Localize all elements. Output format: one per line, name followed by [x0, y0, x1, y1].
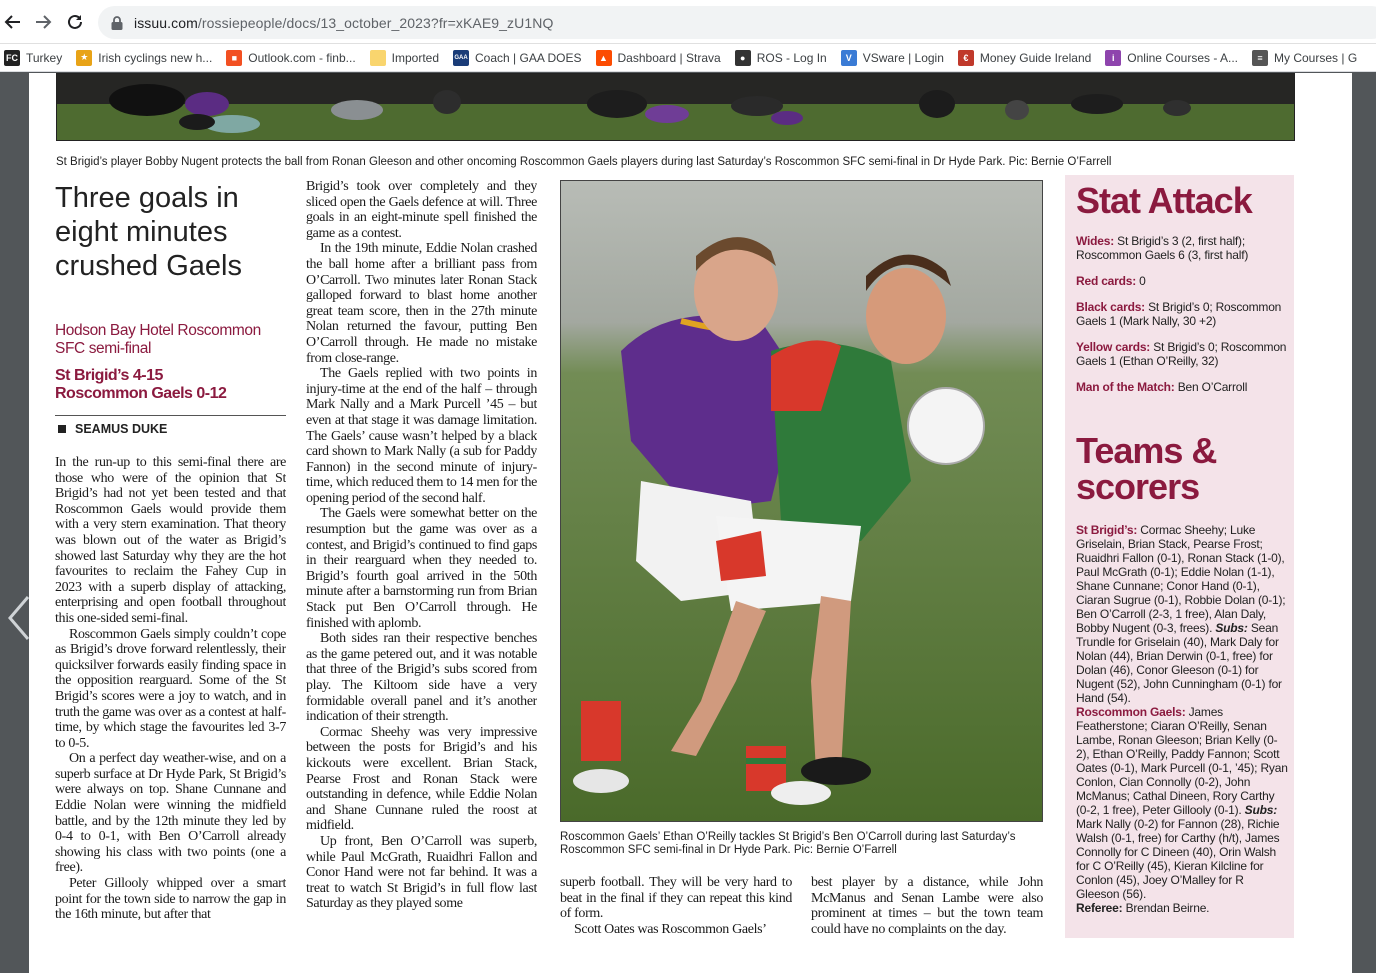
author-name: SEAMUS DUKE — [75, 422, 168, 436]
bookmark-4[interactable] — [370, 46, 447, 70]
bookmark-7[interactable] — [735, 46, 835, 70]
bookmark-label: Turkey — [26, 50, 63, 65]
article-column-1 — [55, 455, 286, 947]
stat-item — [1076, 234, 1290, 262]
paragraph: The Gaels replied with two points in injury-time at the end of the half – through Mark Nally and a Mark Purcell ’45 – but even at that stage it was damage limitation. The Gaels’ cause wasn’t helped by a black card shown to Mark Nally (a sub for Paddy Fannon) in the second minute of injury-time, which reduced them to 14 men for the opening period of the second half. — [306, 366, 537, 506]
stat-label: Man of the Match: — [1076, 380, 1175, 394]
bookmark-label: Irish cyclings new h... — [98, 50, 213, 65]
stat-item — [1076, 340, 1290, 368]
paragraph: Up front, Ben O’Carroll was superb, while Paul McGrath, Ruaidhri Fallon and Conor Hand were not far behind. It was a treat to watch St Brigid’s in full flow last Saturday as they played some — [306, 833, 537, 912]
st-brigids-lineup: Cormac Sheehy; Luke Griselain, Brian Stack, Pearse Frost; Ruaidhri Fallon (0-1), Ronan Stack (1-0), Paul McGrath (0-1); Eddie Nolan (1-1), Shane Cunnane; Conor Hand (0-1), Ciaran Sugrue (0-1), Robbie Dolan (0-1); Ben O’Carroll (2-3, 1 free), Alan Daly, Bobby Nugent (0-3, frees). — [1076, 523, 1286, 635]
stat-value: St Brigid’s 3 (2, first half); Roscommon Gaels 6 (3, first half) — [1076, 234, 1249, 262]
stat-value: Ben O’Carroll — [1174, 380, 1248, 394]
money-guide-icon: € — [958, 50, 974, 66]
referee-label: Referee: — [1076, 901, 1123, 915]
roscommon-gaels-lineup: James Featherstone; Ciaran O’Reilly, Senan Lambe, Ronan Gleeson; Brian Kelly (0-2), Ethan O’Reilly, Paddy Fannon; Scott Oates (0-1), Mark Purcell (0-1, ’45); Ryan Conlon, Cian Connolly (0-2), John McManus; Cathal Dineen, Rory Carthy (0-2, 1 free), Peter Gillooly (0-1). — [1076, 705, 1288, 817]
courses-icon: i — [1105, 50, 1121, 66]
bookmark-label: Coach | GAA DOES — [475, 50, 582, 65]
bookmark-label: Dashboard | Strava — [617, 50, 721, 65]
newspaper-page — [29, 73, 1352, 973]
stat-item — [1076, 300, 1290, 328]
bookmark-11[interactable] — [1252, 46, 1365, 70]
st-brigids-label: St Brigid’s: — [1076, 523, 1138, 537]
stat-label: Black cards: — [1076, 300, 1145, 314]
bookmark-2[interactable] — [76, 46, 220, 70]
bookmark-label: ROS - Log In — [756, 50, 827, 65]
paragraph: Roscommon Gaels simply couldn’t cope as Brigid’s drove forward relentlessly, their quicksilver forwards easily finding space in the opposition rearguard. Some of the St Brigid’s scores were a joy to watch, and in truth the game was over as a contest at half-time, by which stage the favourites led 3-7 to 0-5. — [55, 626, 286, 751]
globe-icon: ● — [735, 50, 751, 66]
stat-value: St Brigid’s 0; Roscommon Gaels 1 (Ethan O’Reilly, 32) — [1076, 340, 1287, 368]
roscommon-gaels-team — [1076, 705, 1290, 901]
stat-value: St Brigid’s 0; Roscommon Gaels 1 (Mark Nally, 30 +2) — [1076, 300, 1282, 328]
bookmark-5[interactable] — [453, 46, 590, 70]
paragraph: best player by a distance, while John McManus and Senan Lambe were also prominent at times – but the town team could have no complaints on the day. — [811, 875, 1043, 937]
back-arrow-icon[interactable] — [0, 9, 26, 35]
stat-attack-box — [1065, 175, 1294, 938]
address-bar[interactable] — [98, 6, 1376, 39]
teams-scorers-title: Teams & scorers — [1076, 430, 1217, 507]
stat-label: Yellow cards: — [1076, 340, 1151, 354]
roscommon-gaels-label: Roscommon Gaels: — [1076, 705, 1186, 719]
folder-icon — [370, 50, 386, 66]
top-match-photo — [56, 73, 1295, 141]
main-match-photo — [560, 180, 1043, 822]
paragraph: superb football. They will be very hard to beat in the final if they can repeat this kind of form. — [560, 875, 792, 922]
top-photo-caption: St Brigid’s player Bobby Nugent protects the ball from Ronan Gleeson and other oncoming Roscommon Gaels players during last Saturday’s Roscommon SFC semi-final in Dr Hyde Park. Pic: Bernie O’Farrell — [56, 156, 1112, 168]
paragraph: Peter Gillooly whipped over a smart point for the town side to narrow the gap in the 16th minute, but after that — [55, 876, 286, 923]
lock-icon — [110, 15, 124, 31]
roscommon-gaels-subs: Mark Nally (0-2) for Fannon (28), Richie Walsh (0-1, free) for Carthy (h/t), James Connolly for C Dineen (40), Orin Walsh for C O’Reilly (45), Kieran Kilcline for Conlon (45), Joey O’Malley for R Gleeson (56). — [1076, 817, 1280, 901]
score-roscommon-gaels: Roscommon Gaels 0-12 — [55, 385, 227, 402]
bookmark-6[interactable] — [596, 46, 729, 70]
article-column-3 — [560, 875, 792, 945]
stat-item — [1076, 274, 1290, 288]
paragraph: Both sides ran their respective benches as the game petered out, and it was notable that three of the Brigid’s subs scored from play. The Kiltoom side have a very formidable overall panel and it’s another indication of their strength. — [306, 631, 537, 725]
reload-icon[interactable] — [62, 9, 88, 35]
square-bullet-icon — [58, 425, 66, 433]
stat-attack-title: Stat Attack — [1076, 180, 1252, 221]
url-path: /rossiepeople/docs/13_october_2023?fr=xKAE9_zU1NQ — [197, 14, 554, 31]
byline-rule — [55, 415, 286, 416]
paragraph: In the run-up to this semi-final there are those who were of the opinion that St Brigid’s had not yet been tested and that Roscommon Gaels would provide them with a very stern examination. That theory was blown out of the water as Brigid’s showed last Saturday why they are the hot favourites to reclaim the Fahey Cup in 2023 with a superb display of attacking, enterprising and open football throughout this one-sided semi-final. — [55, 455, 286, 626]
bookmark-label: VSware | Login — [862, 50, 944, 65]
browser-toolbar — [0, 0, 1376, 44]
paragraph: The Gaels were somewhat better on the resumption but the game was over as a contest, and Brigid’s continued to find gaps in their rearguard when they needed to. Brigid’s fourth goal arrived in the 50th minute after a barnstorming run from Brian Stack put Ben O’Carroll through. He finished with aplomb. — [306, 506, 537, 631]
paragraph: Brigid’s took over completely and they sliced open the Gaels defence at will. Three goals in an eight-minute spell finished the game as a contest. — [306, 179, 537, 241]
url-text[interactable] — [134, 15, 553, 31]
referee — [1076, 901, 1290, 915]
forward-arrow-icon[interactable] — [30, 9, 56, 35]
bookmark-1[interactable] — [4, 46, 70, 70]
fc-icon: FC — [4, 50, 20, 66]
paragraph: In the 19th minute, Eddie Nolan crashed the ball home after a brilliant pass from O’Carroll. Two minutes later Ronan Stack galloped forward to blast home another great team score, then in the 27th minute Nolan returned the favour, putting Ben O’Carroll through. He made no mistake from close-range. — [306, 241, 537, 366]
bookmark-10[interactable] — [1105, 46, 1246, 70]
bookmark-label: Money Guide Ireland — [979, 50, 1092, 65]
bookmark-9[interactable] — [958, 46, 1099, 70]
article-column-4 — [811, 875, 1043, 945]
headline: Three goals in eight minutes crushed Gaels — [55, 182, 242, 282]
bookmark-label: Online Courses - A... — [1127, 50, 1239, 65]
score-line — [55, 367, 285, 403]
stat-label: Red cards: — [1076, 274, 1137, 288]
st-brigids-subs-label: Subs: — [1215, 621, 1248, 635]
strava-icon: ▲ — [596, 50, 612, 66]
paragraph: Cormac Sheehy was very impressive between the posts for Brigid’s and his kickouts were excellent. Brian Stack, Pearse Frost and Ronan Stack were outstanding in defence, while Eddie Nolan and Shane Cunnane ruled the roost at midfield. — [306, 724, 537, 834]
st-brigids-team — [1076, 523, 1290, 705]
url-host: issuu.com — [134, 14, 198, 31]
stat-list — [1076, 234, 1290, 406]
st-brigids-subs: Sean Trundle for Griselain (40), Mark Daly for Nolan (44), Brian Derwin (0-1, free) for Dolan (46), Conor Gleeson (0-1) for Nugent (52), John Cunningham (0-1) for Hand (54). — [1076, 621, 1282, 705]
teams-list — [1076, 523, 1290, 915]
bookmark-label: My Courses | G — [1274, 50, 1358, 65]
article-column-2 — [306, 179, 537, 947]
score-st-brigids: St Brigid’s 4-15 — [55, 367, 163, 384]
main-photo-caption: Roscommon Gaels’ Ethan O’Reilly tackles St Brigid’s Ben O’Carroll during last Saturday’s Roscommon SFC semi-final in Dr Hyde Park. Pic: Bernie O’Farrell — [560, 831, 1016, 856]
stat-item — [1076, 380, 1290, 394]
stat-value: 0 — [1136, 274, 1146, 288]
bookmarks-bar — [0, 44, 1376, 72]
windows-icon: ■ — [226, 50, 242, 66]
byline — [55, 422, 286, 436]
paragraph: Scott Oates was Roscommon Gaels’ — [574, 921, 767, 937]
bookmark-label: Imported — [391, 50, 440, 65]
referee-name: Brendan Beirne. — [1122, 901, 1210, 915]
bookmark-3[interactable] — [226, 46, 363, 70]
cyclist-icon: ★ — [76, 50, 92, 66]
competition-name: Hodson Bay Hotel Roscommon SFC semi-final — [55, 322, 261, 357]
stat-label: Wides: — [1076, 234, 1115, 248]
paragraph: On a perfect day weather-wise, and on a superb surface at Dr Hyde Park, St Brigid’s were always on top. Shane Cunnane and Eddie Nolan were winning the midfield battle, and by the 12th minute they led by 0-4 to 0-1, with Ben O’Carroll already showing his class with two points (one a free). — [55, 751, 286, 876]
gaa-icon: GAA — [453, 50, 469, 66]
vsware-icon: V — [841, 50, 857, 66]
roscommon-gaels-subs-label: Subs: — [1244, 803, 1278, 817]
my-courses-icon: ≡ — [1252, 50, 1268, 66]
bookmark-8[interactable] — [841, 46, 952, 70]
bookmark-label: Outlook.com - finb... — [248, 50, 356, 65]
